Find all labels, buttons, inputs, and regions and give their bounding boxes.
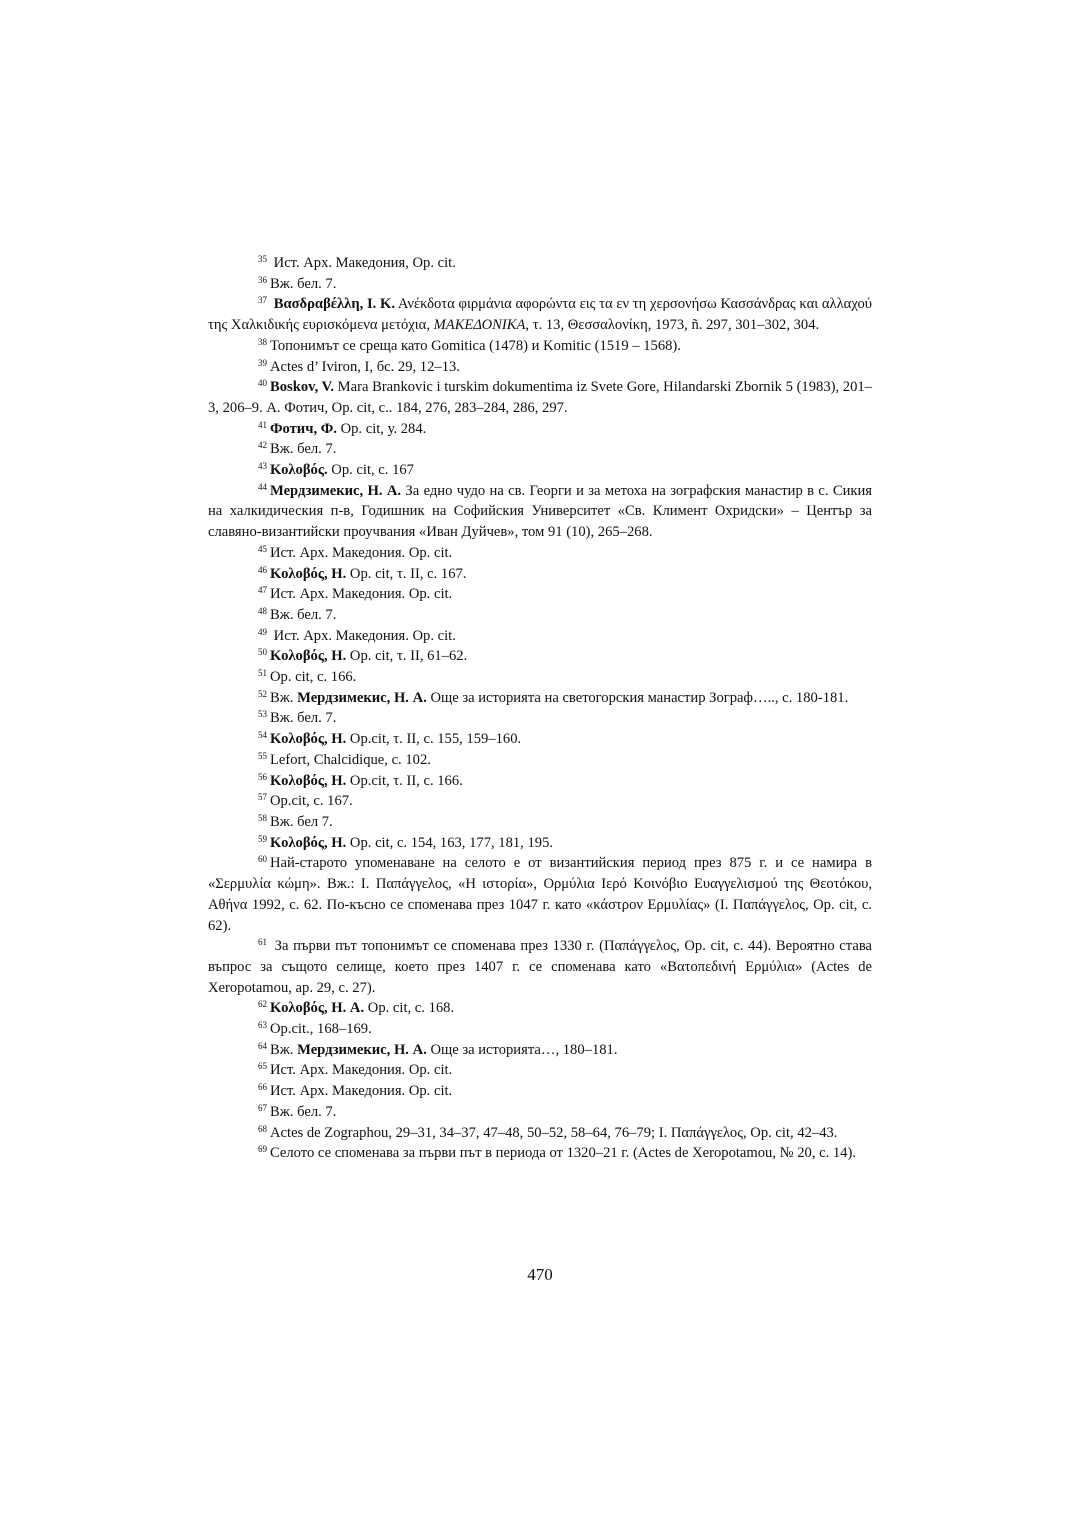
footnote-number: 65 (258, 1061, 267, 1072)
footnote-text-bold: Фотич, Ф. (270, 420, 337, 437)
footnote-number: 42 (258, 440, 267, 451)
footnote-number: 57 (258, 792, 267, 803)
footnote-text-pre: Ист. Арх. Македония. Op. cit. (270, 544, 453, 561)
footnote-text-post: Op. cit, τ. ΙΙ, с. 167. (346, 565, 467, 582)
footnote-text-pre: Ист. Арх. Македония, Op. cit. (270, 255, 456, 271)
footnote-40 (208, 377, 872, 418)
footnote-49 (208, 626, 872, 647)
footnote-46 (208, 564, 872, 585)
footnote-number: 36 (258, 274, 267, 285)
footnote-56 (208, 771, 872, 792)
footnote-text-post: Op.cit, τ. ΙΙ, с. 155, 159–160. (346, 731, 522, 748)
footnote-number: 39 (258, 357, 267, 368)
footnote-text-pre: Топонимът се среща като Gomitica (1478) и Komitic (1519 – 1568). (270, 337, 681, 354)
footnote-60 (208, 853, 872, 936)
footnote-number: 59 (258, 833, 267, 844)
footnote-text-bold: Βασδραβέλλη, Ι. Κ. (273, 296, 396, 313)
footnote-text-bold: Мердзимекис, Н. А. (270, 482, 402, 499)
footnote-text-bold: Κολοβός, Η. А. (270, 1000, 365, 1017)
footnote-text-ital: ΜΑΚΕΔΟΝΙΚΑ (433, 317, 526, 334)
footnote-text-bold: Κολοβός, Η. (270, 565, 347, 582)
footnote-number: 47 (258, 585, 267, 596)
footnote-text-post: Op. cit, с. 167 (327, 462, 414, 479)
footnote-text-bold: Мердзимекис, Н. А. (297, 1041, 427, 1058)
footnote-number: 63 (258, 1020, 267, 1031)
footnote-number: 35 (258, 254, 267, 264)
footnote-text-pre: Lefort, Chalcidique, с. 102. (270, 751, 431, 768)
footnote-66 (208, 1081, 872, 1102)
footnote-number: 69 (258, 1144, 267, 1155)
footnote-65 (208, 1060, 872, 1081)
footnote-text-pre: Actes d’ Iviron, I, бс. 29, 12–13. (270, 358, 460, 375)
footnote-63 (208, 1019, 872, 1040)
footnote-text-pre: Вж. бел. 7. (270, 275, 337, 292)
footnote-number: 40 (258, 378, 267, 389)
footnote-54 (208, 729, 872, 750)
footnote-text-pre: За първи път топонимът се споменава през 1330 г. (Παπάγγελος, Op. cit, с. 44). Вероятно става въпрос за същото селище, което през 1407 г. се споменава като «Βατοπεδινή Ερμύλια» (Actes de Xeropotamou, ар. 29, с. 27). (208, 938, 872, 996)
footnote-text-pre: Вж. бел. 7. (270, 1103, 337, 1120)
footnote-text-pre: Op.cit., 168–169. (270, 1021, 372, 1038)
footnote-number: 66 (258, 1082, 267, 1093)
footnote-51 (208, 667, 872, 688)
footnote-number: 58 (258, 812, 267, 823)
footnote-text-pre: Най-старото упоменаване на селото е от византийския период през 875 г. и се намира в «Σερμυλία κώμη». Вж.: I. Παπάγγελος, «Η ιστορία», Ορμύλια Ιερό Κοινόβιο Ευαγγελισμού της Θεοτόκου, Αθήνα 1992, с. 62. По-късно се споменава през 1047 г. като «κάστρον Ερμυλίας» (I. Παπάγγελος, Op. cit, с. 62). (208, 855, 872, 934)
footnote-text-post: Op. cit, с. 154, 163, 177, 181, 195. (346, 834, 554, 851)
footnote-number: 37 (258, 295, 267, 306)
footnote-number: 46 (258, 564, 267, 575)
footnote-number: 64 (258, 1040, 267, 1051)
footnote-52 (208, 688, 872, 709)
footnote-44 (208, 481, 872, 543)
footnote-number: 61 (258, 937, 267, 948)
footnote-57 (208, 791, 872, 812)
footnote-number: 51 (258, 668, 267, 679)
footnote-number: 53 (258, 709, 267, 720)
footnote-67 (208, 1102, 872, 1123)
footnote-text-post: Op. cit, у. 284. (336, 420, 427, 437)
footnote-text-pre: Op. cit, с. 166. (270, 669, 357, 686)
footnote-text-post: Още за историята на светогорския манастир Зограф….., с. 180-181. (426, 689, 849, 706)
footnote-number: 56 (258, 771, 267, 782)
footnote-text-bold: Κολοβός, Η. (270, 772, 347, 789)
footnote-number: 50 (258, 647, 267, 658)
footnote-number: 55 (258, 750, 267, 761)
footnote-text-bold: Κολοβός, Η. (270, 648, 347, 665)
page-number: 470 (527, 1265, 553, 1284)
footnote-text-bold: Κολοβός. (270, 462, 328, 479)
footnote-42 (208, 439, 872, 460)
footnote-text-pre: Ист. Арх. Македония. Op. cit. (270, 586, 453, 603)
footnote-text-pre: Actes de Zographou, 29–31, 34–37, 47–48, 50–52, 58–64, 76–79; I. Παπάγγελος, Op. cit, 42–43. (270, 1124, 838, 1141)
footnotes (208, 253, 872, 1164)
footnote-number: 62 (258, 999, 267, 1010)
footnote-36 (208, 274, 872, 295)
footnote-59 (208, 833, 872, 854)
footnote-48 (208, 605, 872, 626)
footnote-text-pre: Вж. бел. 7. (270, 606, 337, 623)
footnote-number: 54 (258, 730, 267, 741)
footnote-text-pre: Вж. бел 7. (270, 813, 333, 830)
footnote-55 (208, 750, 872, 771)
footnote-text-pre: Ист. Арх. Македония. Op. cit. (270, 1083, 453, 1100)
footnote-number: 52 (258, 688, 267, 699)
footnote-47 (208, 584, 872, 605)
footnote-text-post: Ανέκδοτα φιρμάνια αφορώντα εις τα εν τη χερσονήσω Κασσάνδρας και αλλαχού της Χαλκιδικής ευρισκόμενα μετόχια, (208, 296, 873, 334)
footnote-number: 41 (258, 419, 267, 430)
footnote-number: 45 (258, 543, 267, 554)
footnote-number: 60 (258, 854, 267, 865)
footnote-number: 49 (258, 626, 267, 637)
footnote-62 (208, 998, 872, 1019)
footnote-text-pre: Вж. бел. 7. (270, 441, 337, 458)
footnote-number: 68 (258, 1123, 267, 1134)
footnote-37 (208, 294, 872, 335)
footnote-text-post: Още за историята…, 180–181. (426, 1041, 618, 1058)
footnote-text-pre: Op.cit, с. 167. (270, 793, 353, 810)
footnote-text-pre: Селото се споменава за първи път в периода от 1320–21 г. (Actes de Xeropotamou, № 20, с. 14). (270, 1145, 856, 1162)
footnote-number: 44 (258, 481, 267, 492)
footnote-41 (208, 419, 872, 440)
footnote-number: 67 (258, 1102, 267, 1113)
footnote-text-pre: Ист. Арх. Македония. Op. cit. (270, 1062, 453, 1079)
footnote-text-pre: Вж. (270, 1041, 298, 1058)
footnote-text-pre: Ист. Арх. Македония. Op. cit. (270, 627, 456, 644)
footnote-number: 48 (258, 605, 267, 616)
footnote-text-bold: Κολοβός, Η. (270, 731, 347, 748)
footnote-text-post: Op. cit, с. 168. (364, 1000, 455, 1017)
footnote-53 (208, 708, 872, 729)
footnote-68 (208, 1123, 872, 1144)
footnote-text-pre: Вж. бел. 7. (270, 710, 337, 727)
footnote-text-bold: Boskov, V. (270, 379, 334, 396)
footnote-43 (208, 460, 872, 481)
footnote-text-bold: Κολοβός, Η. (270, 834, 347, 851)
footnote-text-post: Op.cit, τ. ΙΙ, с. 166. (346, 772, 463, 789)
footnote-number: 43 (258, 461, 267, 472)
footnote-61 (208, 936, 872, 998)
footnote-text-post: За едно чудо на св. Георги и за метоха на зографския манастир в с. Сикия на халкидическия п-в, Годишник на Софийския Университет «Св. Климент Охридски» – Център за славяно-византийски проучвания «Иван Дуйчев», том 91 (10), 265–268. (208, 482, 872, 541)
footnote-69 (208, 1143, 872, 1164)
footnote-number: 38 (258, 336, 267, 347)
footnote-39 (208, 357, 872, 378)
footnote-text-post: Mara Brankovic i turskim dokumentima iz Svete Gore, Hilandarski Zbornik 5 (1983), 201–3, 206–9. А. Фотич, Op. cit, с.. 184, 276, 283–284, 286, 297. (208, 379, 872, 416)
footnote-45 (208, 543, 872, 564)
footnote-50 (208, 646, 872, 667)
footnote-58 (208, 812, 872, 833)
footnote-text-post: Op. cit, τ. ΙΙ, 61–62. (346, 648, 468, 665)
footnote-text-post2: , τ. 13, Θεσσαλονίκη, 1973, ñ. 297, 301–302, 304. (525, 317, 820, 334)
footnote-text-pre: Вж. (270, 689, 298, 706)
footnote-64 (208, 1040, 872, 1061)
footnote-35 (208, 253, 872, 274)
footnote-38 (208, 336, 872, 357)
footnote-text-bold: Мердзимекис, Н. А. (297, 689, 427, 706)
